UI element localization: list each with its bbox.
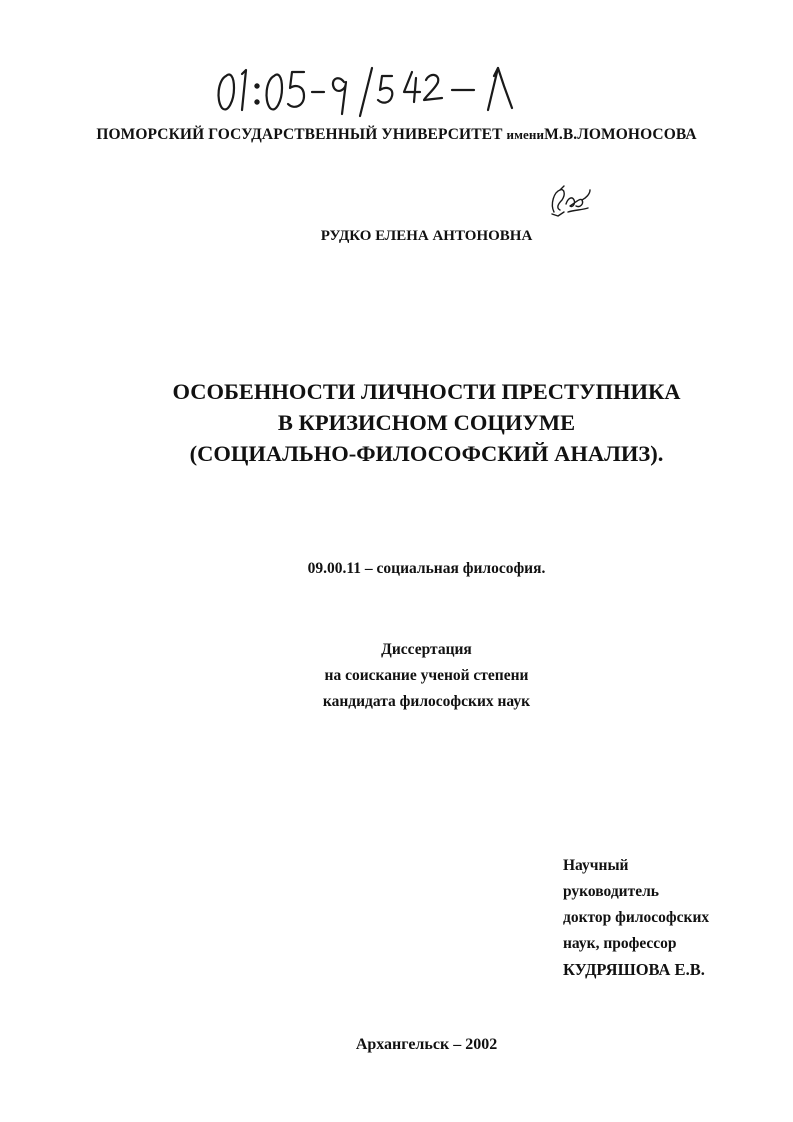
university-name-part1: ПОМОРСКИЙ ГОСУДАРСТВЕННЫЙ УНИВЕРСИТЕТ <box>96 126 503 143</box>
university-name-part2: имени <box>506 127 545 142</box>
title-line-3: (СОЦИАЛЬНО-ФИЛОСОФСКИЙ АНАЛИЗ). <box>189 441 664 466</box>
university-name-part3: М.В.ЛОМОНОСОВА <box>544 126 697 143</box>
supervisor-line-4: наук, профессор <box>563 935 677 952</box>
degree-line-2: на соискание ученой степени <box>324 667 529 684</box>
degree-line-1: Диссертация <box>381 641 472 658</box>
signature-mark <box>546 182 594 220</box>
degree-line-3: кандидата философских наук <box>322 693 531 710</box>
specialty-code: 09.00.11 – социальная философия. <box>307 560 546 577</box>
scientific-supervisor <box>563 853 709 983</box>
handwritten-catalog-number <box>212 62 532 120</box>
supervisor-line-1: Научный <box>563 857 629 874</box>
supervisor-line-2: руководитель <box>563 883 659 900</box>
title-line-2: В КРИЗИСНОМ СОЦИУМЕ <box>277 410 576 435</box>
supervisor-line-3: доктор философских <box>563 909 710 926</box>
university-name <box>0 126 793 144</box>
title-line-1: ОСОБЕННОСТИ ЛИЧНОСТИ ПРЕСТУПНИКА <box>172 379 681 404</box>
supervisor-name: КУДРЯШОВА Е.В. <box>563 960 705 979</box>
city-year: Архангельск – 2002 <box>355 1036 498 1053</box>
degree-statement <box>0 637 793 715</box>
author-name: РУДКО ЕЛЕНА АНТОНОВНА <box>320 228 533 244</box>
dissertation-title <box>0 376 793 469</box>
